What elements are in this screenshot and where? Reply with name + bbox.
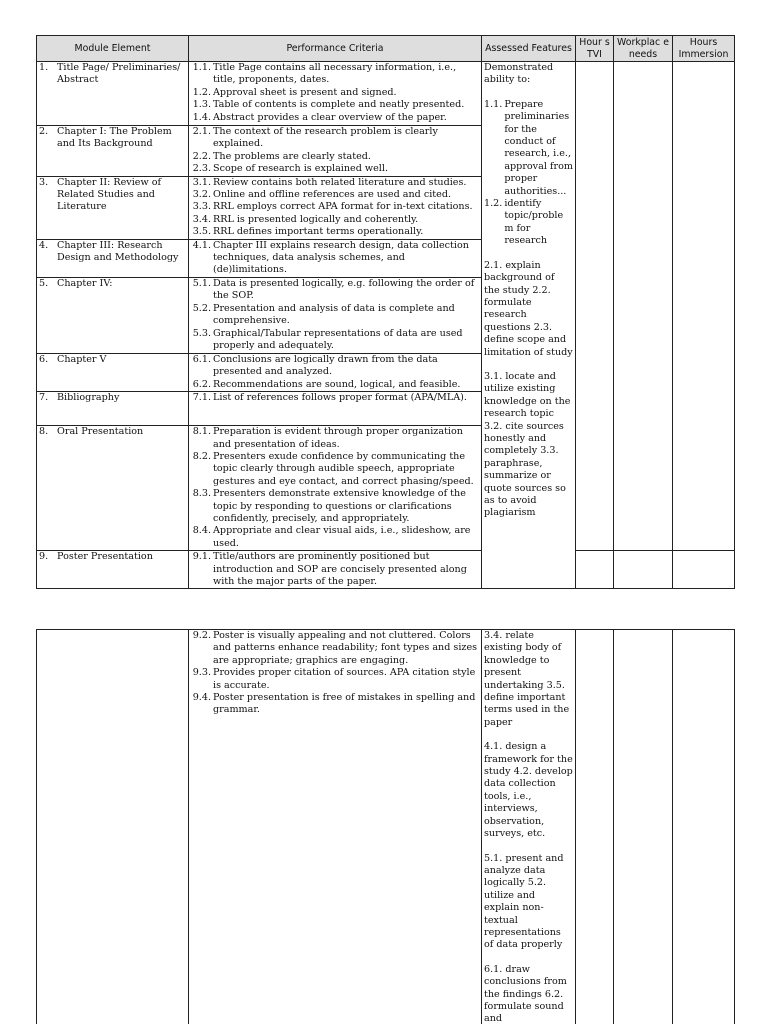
criterion-item bbox=[191, 87, 479, 99]
criteria-cell bbox=[189, 277, 482, 353]
criterion-text: Table of contents is complete and neatly presented. bbox=[213, 99, 465, 111]
criterion-text: Preparation is evident through proper organization and presentation of ideas. bbox=[213, 426, 463, 450]
features-cell bbox=[482, 630, 576, 1024]
criterion-text: Poster is visually appealing and not cluttered. Colors and patterns enhance readability; font types and sizes are appropriate; graphics are engaging. bbox=[213, 630, 478, 666]
module-number: 4. bbox=[39, 239, 49, 251]
criteria-cell bbox=[189, 126, 482, 177]
criterion-text: RRL employs correct APA format for in-text citations. bbox=[213, 201, 473, 213]
criterion-number: 7.1. bbox=[192, 392, 211, 404]
criterion-number: 8.1. bbox=[192, 426, 211, 438]
hours-immersion-cell bbox=[673, 62, 735, 551]
module-name: Chapter III: Research Design and Methodology bbox=[57, 239, 179, 264]
module-element-cell bbox=[37, 392, 189, 426]
criterion-text: Poster presentation is free of mistakes in spelling and grammar. bbox=[213, 692, 476, 716]
criterion-number: 8.3. bbox=[192, 488, 211, 500]
module-name: Chapter V bbox=[57, 353, 107, 365]
feature-block: 6.1. draw conclusions from the findings 6.2. formulate sound and bbox=[484, 963, 567, 1024]
module-element-cell bbox=[37, 239, 189, 277]
module-name: Oral Presentation bbox=[57, 426, 144, 438]
criterion-number: 1.2. bbox=[192, 86, 211, 98]
workplace-needs-cell bbox=[614, 62, 673, 551]
criterion-item bbox=[191, 201, 479, 213]
assessed-features-cell bbox=[482, 62, 576, 589]
criterion-number: 3.1. bbox=[192, 176, 211, 188]
criterion-number: 5.1. bbox=[192, 277, 211, 289]
criterion-item bbox=[191, 551, 479, 588]
workplace-needs-cell bbox=[614, 630, 673, 1024]
header-row bbox=[37, 36, 735, 62]
criterion-item bbox=[191, 278, 479, 303]
criterion-item bbox=[191, 163, 479, 175]
criterion-text: Presenters exude confidence by communicating the topic clearly through audible speech, appropriate gestures and eye contact, and correct phasing/speed. bbox=[213, 450, 474, 487]
criterion-item bbox=[191, 62, 479, 87]
criterion-item bbox=[191, 354, 479, 379]
module-element-cell bbox=[37, 353, 189, 391]
header-hours-tvi: Hour s TVI bbox=[576, 36, 614, 62]
criterion-text: Chapter III explains research design, data collection techniques, data analysis schemes, and (de)limitations. bbox=[213, 239, 469, 276]
module-name: Chapter II: Review of Related Studies and Literature bbox=[57, 176, 162, 213]
criterion-text: Presenters demonstrate extensive knowledge of the topic by responding to questions or clarifications confidently, precisely, and appropriately. bbox=[213, 488, 466, 524]
module-number: 6. bbox=[39, 353, 49, 365]
criterion-item bbox=[191, 112, 479, 124]
criteria-cell bbox=[189, 630, 482, 1024]
criterion-number: 1.4. bbox=[192, 111, 211, 123]
criterion-number: 6.2. bbox=[192, 378, 211, 390]
criterion-text: List of references follows proper format (APA/MLA). bbox=[213, 392, 467, 404]
hours-immersion-cell bbox=[673, 630, 735, 1024]
header-workplace-needs: Workplac e needs bbox=[614, 36, 673, 62]
feature-number: 1.2. bbox=[484, 198, 503, 210]
table-row bbox=[37, 630, 735, 1024]
table-row bbox=[37, 62, 735, 126]
criterion-item bbox=[191, 189, 479, 201]
module-element-cell bbox=[37, 126, 189, 177]
criterion-number: 8.2. bbox=[192, 450, 211, 462]
module-element-cell bbox=[37, 551, 189, 589]
criterion-item bbox=[191, 692, 479, 717]
criterion-number: 3.2. bbox=[192, 189, 211, 201]
spacer bbox=[484, 841, 573, 853]
criteria-cell bbox=[189, 551, 482, 589]
criteria-cell bbox=[189, 176, 482, 239]
criterion-number: 2.2. bbox=[192, 150, 211, 162]
criterion-text: Scope of research is explained well. bbox=[213, 163, 388, 175]
criterion-text: Online and offline references are used and cited. bbox=[213, 189, 452, 201]
assessment-table-page1 bbox=[36, 35, 735, 589]
module-name: Chapter I: The Problem and Its Background bbox=[57, 126, 172, 150]
criterion-item bbox=[191, 451, 479, 488]
criterion-item bbox=[191, 392, 479, 404]
criterion-number: 9.4. bbox=[192, 692, 211, 704]
feature-text: identify topic/proble m for research bbox=[504, 198, 564, 247]
criterion-item bbox=[191, 151, 479, 163]
criterion-number: 1.1. bbox=[192, 62, 211, 73]
module-number: 1. bbox=[39, 62, 49, 73]
criterion-item bbox=[191, 177, 479, 189]
criterion-item bbox=[191, 328, 479, 353]
module-cell-empty bbox=[37, 630, 189, 1024]
criterion-item bbox=[191, 667, 479, 692]
criterion-text: Review contains both related literature and studies. bbox=[213, 176, 467, 188]
criterion-number: 6.1. bbox=[192, 353, 211, 365]
feature-block: 3.4. relate existing body of knowledge to present undertaking 3.5. define important terms used in the paper bbox=[484, 630, 570, 728]
criteria-cell bbox=[189, 353, 482, 391]
feature-block: 4.1. design a framework for the study 4.2. develop data collection tools, i.e., interviews, observation, surveys, etc. bbox=[484, 741, 573, 840]
feature-number: 1.1. bbox=[484, 98, 503, 110]
criterion-number: 1.3. bbox=[192, 99, 211, 111]
workplace-needs-cell bbox=[614, 551, 673, 589]
criterion-text: Approval sheet is present and signed. bbox=[213, 86, 397, 98]
criterion-text: Graphical/Tabular representations of data are used properly and adequately. bbox=[213, 327, 463, 351]
criterion-text: Presentation and analysis of data is complete and comprehensive. bbox=[213, 302, 455, 327]
criterion-number: 3.4. bbox=[192, 213, 211, 225]
module-element-cell bbox=[37, 426, 189, 551]
criterion-item bbox=[191, 303, 479, 328]
module-number: 2. bbox=[39, 126, 49, 137]
feature-text: Prepare preliminaries for the conduct of research, i.e., approval from proper authorities... bbox=[504, 98, 573, 197]
module-name: Title Page/ Preliminaries/ Abstract bbox=[57, 62, 181, 86]
criterion-text: RRL defines important terms operationally. bbox=[213, 226, 424, 238]
module-element-cell bbox=[37, 277, 189, 353]
criterion-text: Data is presented logically, e.g. following the order of the SOP. bbox=[213, 277, 475, 302]
criterion-text: The context of the research problem is clearly explained. bbox=[213, 126, 438, 150]
criteria-cell bbox=[189, 239, 482, 277]
criterion-item bbox=[191, 214, 479, 226]
criterion-number: 2.3. bbox=[192, 163, 211, 175]
criterion-number: 9.2. bbox=[192, 630, 211, 641]
criterion-text: Abstract provides a clear overview of the paper. bbox=[213, 111, 447, 123]
criterion-text: Title Page contains all necessary information, i.e., title, proponents, dates. bbox=[213, 62, 457, 86]
criterion-text: Appropriate and clear visual aids, i.e., slideshow, are used. bbox=[213, 525, 471, 549]
hours-immersion-cell bbox=[673, 551, 735, 589]
criterion-item bbox=[191, 126, 479, 151]
criterion-text: RRL is presented logically and coherently. bbox=[213, 213, 419, 225]
module-number: 7. bbox=[39, 392, 49, 404]
criterion-text: Recommendations are sound, logical, and feasible. bbox=[213, 378, 461, 390]
criteria-cell bbox=[189, 62, 482, 126]
criterion-item bbox=[191, 525, 479, 550]
module-element-cell bbox=[37, 176, 189, 239]
criterion-text: Provides proper citation of sources. APA citation style is accurate. bbox=[213, 667, 476, 691]
feature-block-3: 3.1. locate and utilize existing knowledge on the research topic 3.2. cite sources honestly and completely 3.3. paraphrase, summarize or quote sources so as to avoid plagiarism bbox=[484, 370, 571, 519]
hours-tvi-cell bbox=[576, 551, 614, 589]
assessment-table-page2 bbox=[36, 629, 735, 1024]
header-hours-immersion: Hours Immersion bbox=[673, 36, 735, 62]
feature-item bbox=[484, 198, 573, 248]
hours-tvi-cell bbox=[576, 62, 614, 551]
features-intro: Demonstrated ability to: bbox=[484, 62, 554, 86]
criterion-item bbox=[191, 379, 479, 391]
module-name: Bibliography bbox=[57, 392, 120, 404]
module-name: Poster Presentation bbox=[57, 551, 153, 563]
criteria-cell bbox=[189, 426, 482, 551]
spacer bbox=[484, 729, 573, 741]
module-element-cell bbox=[37, 62, 189, 126]
feature-block: 5.1. present and analyze data logically 5.2. utilize and explain non-textual representations of data properly bbox=[484, 852, 564, 951]
criterion-item bbox=[191, 630, 479, 667]
criteria-cell bbox=[189, 392, 482, 426]
module-name: Chapter IV: bbox=[57, 277, 113, 289]
module-number: 9. bbox=[39, 551, 49, 563]
table-row bbox=[37, 551, 735, 589]
module-number: 8. bbox=[39, 426, 49, 438]
criterion-number: 2.1. bbox=[192, 126, 211, 137]
criterion-item bbox=[191, 488, 479, 525]
criterion-number: 9.3. bbox=[192, 667, 211, 679]
feature-item bbox=[484, 99, 573, 198]
criterion-number: 3.3. bbox=[192, 201, 211, 213]
criterion-item bbox=[191, 240, 479, 277]
criterion-item bbox=[191, 99, 479, 111]
criterion-text: Conclusions are logically drawn from the data presented and analyzed. bbox=[213, 353, 438, 378]
feature-block-2: 2.1. explain background of the study 2.2. formulate research questions 2.3. define scope and limitation of study bbox=[484, 259, 573, 358]
criterion-text: The problems are clearly stated. bbox=[213, 150, 371, 162]
criterion-number: 9.1. bbox=[192, 551, 211, 563]
header-module-element: Module Element bbox=[37, 36, 189, 62]
criterion-item bbox=[191, 426, 479, 451]
criterion-text: Title/authors are prominently positioned but introduction and SOP are concisely presented along with the major parts of the paper. bbox=[213, 551, 467, 587]
criterion-number: 5.2. bbox=[192, 302, 211, 314]
spacer bbox=[484, 952, 573, 964]
criterion-number: 3.5. bbox=[192, 226, 211, 238]
criterion-item bbox=[191, 226, 479, 238]
hours-tvi-cell bbox=[576, 630, 614, 1024]
module-number: 3. bbox=[39, 176, 49, 188]
header-assessed-features: Assessed Features bbox=[482, 36, 576, 62]
module-number: 5. bbox=[39, 277, 49, 289]
criterion-number: 8.4. bbox=[192, 525, 211, 537]
header-performance-criteria: Performance Criteria bbox=[189, 36, 482, 62]
criterion-number: 4.1. bbox=[192, 239, 211, 251]
criterion-number: 5.3. bbox=[192, 327, 211, 339]
